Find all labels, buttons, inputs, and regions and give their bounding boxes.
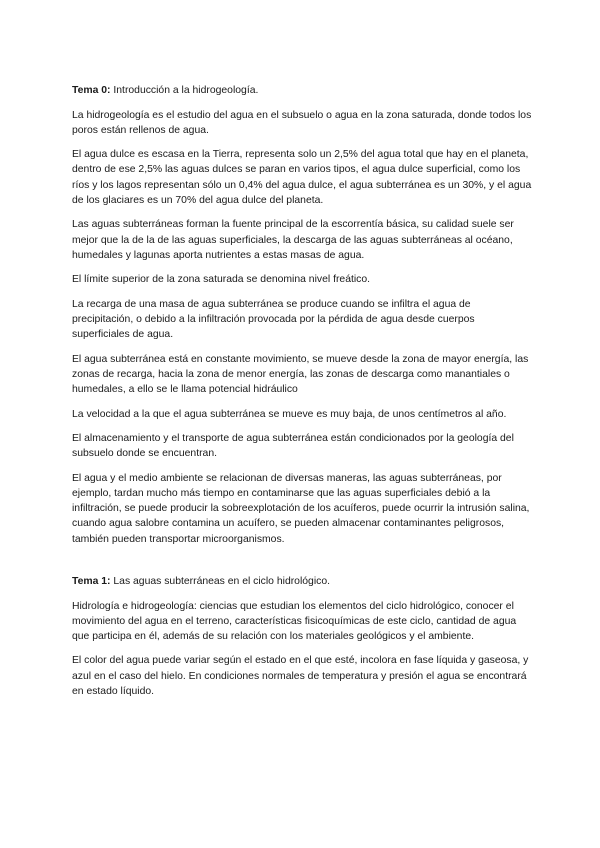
- paragraph: La hidrogeología es el estudio del agua en el subsuelo o agua en la zona saturada, donde todos los poros están rellenos de agua.: [72, 109, 532, 136]
- paragraph: Las aguas subterráneas forman la fuente principal de la escorrentía básica, su calidad suele ser mejor que la de la de las aguas superficiales, la descarga de las aguas subterráneas al océano, humedales y lagunas aporta nutrientes a estas masas de agua.: [72, 219, 514, 261]
- paragraph: El color del agua puede variar según el estado en el que esté, incolora en fase líquida y gaseosa, y azul en el caso del hielo. En condiciones normales de temperatura y presión el agua se encontrará en estado líquido.: [72, 655, 529, 697]
- section-title-label: Tema 1:: [72, 576, 111, 588]
- paragraph: Hidrología e hidrogeología: ciencias que estudian los elementos del ciclo hidrológico, conocer el movimiento del agua en el terreno, características fisicoquímicas de este ciclo, cantidad de agua que participa en él, además de su relación con los materiales geológicos y el ambiente.: [72, 600, 517, 642]
- section-title-tema-0: [72, 84, 534, 99]
- paragraph: La velocidad a la que el agua subterránea se mueve es muy baja, de unos centímetros al año.: [72, 408, 507, 420]
- section-title-text: Las aguas subterráneas en el ciclo hidrológico.: [110, 576, 330, 588]
- paragraph: El límite superior de la zona saturada se denomina nivel freático.: [72, 274, 371, 286]
- section-title-text: Introducción a la hidrogeología.: [110, 85, 259, 96]
- paragraph: El agua y el medio ambiente se relacionan de diversas maneras, las aguas subterráneas, por ejemplo, tardan mucho más tiempo en contaminarse que las aguas superficiales debió a la infiltración, se puede producir la sobreexplotación de los acuíferos, puede ocurrir la intrusión salina, cuando agua salobre contamina un acuífero, se pueden almacenar contaminantes peligrosos, también pueden transportar microorganismos.: [72, 472, 530, 545]
- paragraph: El agua dulce es escasa en la Tierra, representa solo un 2,5% del agua total que hay en el planeta, dentro de ese 2,5% las aguas dulces se paran en varios tipos, el agua dulce superficial, como los ríos y los lagos representan sólo un 0,4% del agua dulce, el agua subterránea es un 30%, y el agua de los glaciares es un 70% del agua dulce del planeta.: [72, 149, 532, 206]
- section-title-label: Tema 0:: [72, 85, 111, 96]
- section-spacer: [72, 556, 534, 575]
- paragraph: El agua subterránea está en constante movimiento, se mueve desde la zona de mayor energía, las zonas de recarga, hacia la zona de menor energía, las zonas de descarga como manantiales o humedales, a ello se le llama potencial hidráulico: [72, 353, 529, 396]
- paragraph: La recarga de una masa de agua subterránea se produce cuando se infiltra el agua de precipitación, o debido a la infiltración provocada por la pérdida de agua desde cuerpos superficiales de agua.: [72, 298, 475, 341]
- section-title-tema-1: [72, 575, 534, 590]
- paragraph: El almacenamiento y el transporte de agua subterránea están condicionados por la geología del subsuelo donde se encuentran.: [72, 433, 514, 460]
